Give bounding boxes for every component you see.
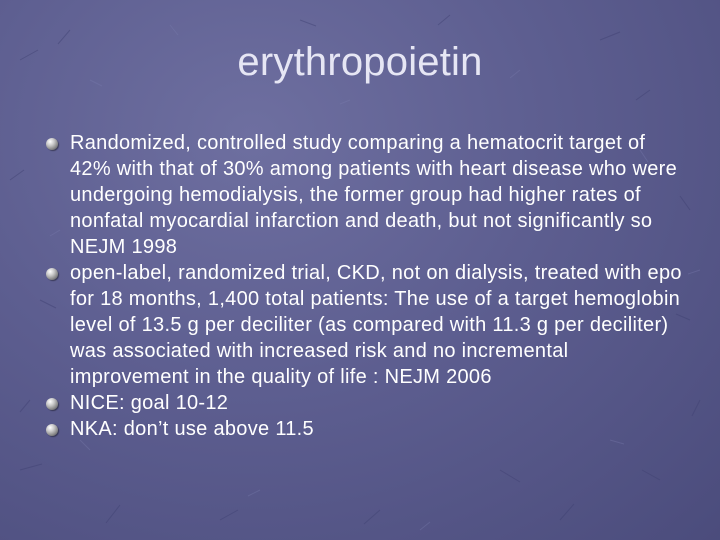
bullet-text: Randomized, controlled study comparing a hematocrit target of 42% with that of 30% among patients with heart disease who were undergoing hemodialysis, the former group had higher rates of nonfatal myocardial infarction and death, but not significantly so NEJM 1998 [70,132,678,258]
bullet-text: open-label, randomized trial, CKD, not on dialysis, treated with epo for 18 months, 1,400 total patients: The use of a target hemoglobin level of 13.5 g per deciliter (as compared with 11.3 g per deciliter) was associated with increased risk and no incremental improvement in the quality of life : NEJM 2006 [70,262,682,388]
bullet-item [46,416,691,442]
bullet-sphere-icon [46,424,58,436]
slide-title: erythropoietin [237,40,483,84]
bullet-sphere-icon [46,138,58,150]
bullet-text: NICE: goal 10-12 [70,392,229,414]
bullet-item [46,390,691,416]
bullet-item [46,260,691,390]
bullet-sphere-icon [46,398,58,410]
bullet-sphere-icon [46,268,58,280]
bullet-item [46,130,691,260]
bullet-list [46,130,691,442]
bullet-text: NKA: don’t use above 11.5 [70,418,314,440]
